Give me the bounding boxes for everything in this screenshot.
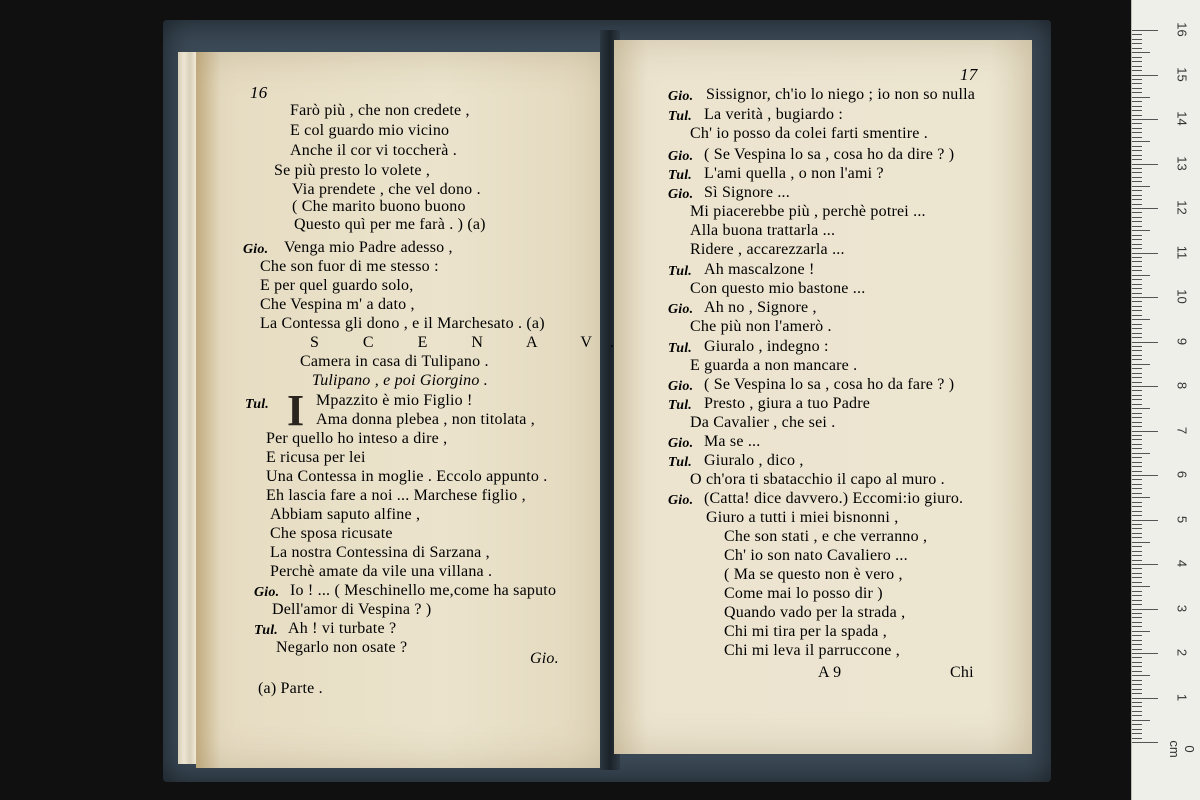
speaker-label: Gio. xyxy=(668,89,694,104)
verse-line: E guarda a non mancare . xyxy=(690,357,858,374)
verse-line: Mpazzito è mio Figlio ! xyxy=(316,392,473,409)
ruler-tick xyxy=(1132,475,1158,476)
ruler-tick xyxy=(1132,631,1150,632)
speaker-label: Gio. xyxy=(668,302,694,317)
ruler-tick xyxy=(1132,564,1158,565)
ruler-tick xyxy=(1132,742,1158,743)
verse-line: Anche il cor vi toccherà . xyxy=(290,142,457,159)
scene-setting: Camera in casa di Tulipano . xyxy=(300,353,489,370)
ruler-tick xyxy=(1132,373,1142,374)
verse-line: Se più presto lo volete , xyxy=(274,162,431,179)
verse-line: Giuralo , indegno : xyxy=(704,338,829,355)
page-number-right: 17 xyxy=(960,65,978,84)
ruler-tick xyxy=(1132,684,1142,685)
ruler-number: 12 xyxy=(1174,200,1190,215)
ruler-tick xyxy=(1132,399,1142,400)
ruler-number: 10 xyxy=(1174,289,1190,304)
ruler-tick xyxy=(1132,626,1142,627)
verse-line: Eh lascia fare a noi ... Marchese figlio , xyxy=(266,487,526,504)
ruler-tick xyxy=(1132,324,1142,325)
ruler-tick xyxy=(1132,128,1142,129)
ruler-tick xyxy=(1132,164,1158,165)
ruler-tick xyxy=(1132,88,1142,89)
verse-line: Negarlo non osate ? xyxy=(276,639,408,656)
verse-line: Che sposa ricusate xyxy=(270,525,393,542)
ruler-tick xyxy=(1132,702,1142,703)
ruler-tick xyxy=(1132,413,1142,414)
ruler-tick xyxy=(1132,511,1142,512)
ruler-tick xyxy=(1132,693,1142,694)
verse-line: (Catta! dice davvero.) Eccomi:io giuro. xyxy=(704,490,964,507)
verse-line: Sissignor, ch'io lo niego ; io non so nulla xyxy=(706,86,976,103)
verse-line: Sì Signore ... xyxy=(704,184,790,201)
ruler-tick xyxy=(1132,653,1158,654)
ruler-tick xyxy=(1132,622,1142,623)
ruler-number: 1 xyxy=(1174,693,1190,701)
ruler-tick xyxy=(1132,288,1142,289)
speaker-label: Tul. xyxy=(668,264,693,279)
ruler-tick xyxy=(1132,528,1142,529)
ruler-number: 14 xyxy=(1174,111,1190,126)
catchword: Gio. xyxy=(530,650,559,667)
speaker-label: Gio. xyxy=(668,187,694,202)
ruler-tick xyxy=(1132,301,1142,302)
ruler-tick xyxy=(1132,355,1142,356)
ruler-tick xyxy=(1132,484,1142,485)
scene-characters: Tulipano , e poi Giorgino . xyxy=(312,372,488,389)
verse-line: La verità , bugiardo : xyxy=(704,106,844,123)
speaker-label: Gio. xyxy=(668,493,694,508)
verse-line: ( Se Vespina lo sa , cosa ho da dire ? ) xyxy=(704,146,955,163)
verse-line: Io ! ... ( Meschinello me,come ha saputo xyxy=(290,582,557,599)
ruler-tick xyxy=(1132,119,1158,120)
verse-line: Questo quì per me farà . ) (a) xyxy=(294,216,486,233)
speaker-label: Tul. xyxy=(245,397,270,412)
verse-line: Ah ! vi turbate ? xyxy=(288,620,397,637)
ruler-tick xyxy=(1132,448,1142,449)
ruler-tick xyxy=(1132,217,1142,218)
ruler-number: 9 xyxy=(1174,337,1190,345)
ruler-tick xyxy=(1132,613,1142,614)
verse-line: Che son fuor di me stesso : xyxy=(260,258,439,275)
ruler-tick xyxy=(1132,52,1150,53)
ruler-tick xyxy=(1132,306,1142,307)
verse-line: ( Se Vespina lo sa , cosa ho da fare ? ) xyxy=(704,376,955,393)
ruler-tick xyxy=(1132,172,1142,173)
verse-line: Via prendete , che vel dono . xyxy=(292,181,481,198)
speaker-label: Gio. xyxy=(243,242,269,257)
ruler-tick xyxy=(1132,577,1142,578)
verse-line: Quando vado per la strada , xyxy=(724,604,906,621)
ruler-tick xyxy=(1132,715,1142,716)
ruler-tick xyxy=(1132,315,1142,316)
speaker-label: Tul. xyxy=(254,623,279,638)
ruler-tick xyxy=(1132,328,1142,329)
verse-line: Ama donna plebea , non titolata , xyxy=(316,411,535,428)
ruler-tick xyxy=(1132,350,1142,351)
catchword: Chi xyxy=(950,664,974,681)
ruler-tick xyxy=(1132,671,1142,672)
verse-line: O ch'ora ti sbatacchio il capo al muro . xyxy=(690,471,945,488)
drop-cap: I xyxy=(287,386,305,435)
ruler-tick xyxy=(1132,110,1142,111)
verse-line: ( Ma se questo non è vero , xyxy=(724,566,903,583)
verse-line: Ah mascalzone ! xyxy=(704,261,815,278)
verse-line: Perchè amate da vile una villana . xyxy=(270,563,493,580)
ruler-tick xyxy=(1132,208,1158,209)
verse-line: ( Che marito buono buono xyxy=(292,198,466,215)
ruler-tick xyxy=(1132,395,1142,396)
ruler-tick xyxy=(1132,649,1142,650)
ruler-number: 16 xyxy=(1174,22,1190,37)
ruler-tick xyxy=(1132,57,1142,58)
verse-line: Venga mio Padre adesso , xyxy=(284,239,453,256)
ruler-tick xyxy=(1132,675,1150,676)
ruler-tick xyxy=(1132,97,1150,98)
ruler-tick xyxy=(1132,79,1142,80)
ruler-tick xyxy=(1132,293,1142,294)
ruler-tick xyxy=(1132,733,1142,734)
ruler-number: 5 xyxy=(1174,515,1190,523)
ruler-tick xyxy=(1132,617,1142,618)
ruler-tick xyxy=(1132,195,1142,196)
ruler-tick xyxy=(1132,390,1142,391)
ruler-tick xyxy=(1132,43,1142,44)
ruler-tick xyxy=(1132,150,1142,151)
verse-line: La Contessa gli dono , e il Marchesato . (a) xyxy=(260,315,545,332)
ruler-tick xyxy=(1132,497,1150,498)
speaker-label: Gio. xyxy=(668,149,694,164)
signature-mark: A 9 xyxy=(818,664,842,681)
ruler-tick xyxy=(1132,546,1142,547)
ruler-tick xyxy=(1132,595,1142,596)
ruler-tick xyxy=(1132,275,1150,276)
page-number-left: 16 xyxy=(250,83,268,102)
verse-line: Con questo mio bastone ... xyxy=(690,280,866,297)
ruler-tick xyxy=(1132,439,1142,440)
ruler-number: 6 xyxy=(1174,470,1190,479)
ruler-tick xyxy=(1132,417,1142,418)
ruler-tick xyxy=(1132,462,1142,463)
ruler-tick xyxy=(1132,235,1142,236)
verse-line: Che più non l'amerò . xyxy=(690,318,832,335)
ruler-tick xyxy=(1132,190,1142,191)
ruler-tick xyxy=(1132,600,1142,601)
ruler-tick xyxy=(1132,666,1142,667)
ruler-tick xyxy=(1132,493,1142,494)
ruler-tick xyxy=(1132,724,1142,725)
verse-line: Ma se ... xyxy=(704,433,761,450)
ruler-tick xyxy=(1132,186,1150,187)
ruler-number: 0 cm xyxy=(1167,740,1197,758)
ruler-tick xyxy=(1132,542,1150,543)
verse-line: Chi mi leva il parruccone , xyxy=(724,642,901,659)
ruler-tick xyxy=(1132,177,1142,178)
ruler-tick xyxy=(1132,248,1142,249)
ruler-tick xyxy=(1132,457,1142,458)
ruler-tick xyxy=(1132,146,1142,147)
ruler-tick xyxy=(1132,520,1158,521)
ruler-tick xyxy=(1132,342,1158,343)
ruler-number: 8 xyxy=(1174,381,1190,390)
verse-line: Mi piacerebbe più , perchè potrei ... xyxy=(690,203,926,220)
ruler-tick xyxy=(1132,635,1142,636)
ruler-tick xyxy=(1132,506,1142,507)
measurement-ruler xyxy=(1131,0,1200,800)
ruler-tick xyxy=(1132,364,1150,365)
scene-heading: S C E N A V. xyxy=(310,334,634,351)
verse-line: Da Cavalier , che sei . xyxy=(690,414,836,431)
ruler-tick xyxy=(1132,333,1142,334)
speaker-label: Tul. xyxy=(668,109,693,124)
ruler-tick xyxy=(1132,466,1142,467)
ruler-tick xyxy=(1132,48,1142,49)
ruler-tick xyxy=(1132,582,1142,583)
ruler-number: 3 xyxy=(1174,604,1190,612)
speaker-label: Tul. xyxy=(668,168,693,183)
ruler-tick xyxy=(1132,337,1142,338)
verse-line: Ridere , accarezzarla ... xyxy=(690,241,845,258)
verse-line: L'ami quella , o non l'ami ? xyxy=(704,165,884,182)
ruler-tick xyxy=(1132,261,1142,262)
ruler-tick xyxy=(1132,199,1142,200)
ruler-tick xyxy=(1132,502,1142,503)
ruler-tick xyxy=(1132,471,1142,472)
ruler-tick xyxy=(1132,706,1142,707)
ruler-tick xyxy=(1132,266,1142,267)
ruler-tick xyxy=(1132,426,1142,427)
verse-line: Che Vespina m' a dato , xyxy=(260,296,415,313)
speaker-label: Tul. xyxy=(668,398,693,413)
ruler-tick xyxy=(1132,689,1142,690)
ruler-tick xyxy=(1132,431,1158,432)
verse-line: Una Contessa in moglie . Eccolo appunto . xyxy=(266,468,548,485)
ruler-tick xyxy=(1132,640,1142,641)
ruler-tick xyxy=(1132,75,1158,76)
speaker-label: Tul. xyxy=(668,341,693,356)
verse-line: E ricusa per lei xyxy=(266,449,366,466)
ruler-tick xyxy=(1132,244,1142,245)
ruler-tick xyxy=(1132,537,1142,538)
ruler-tick xyxy=(1132,382,1142,383)
ruler-tick xyxy=(1132,239,1142,240)
ruler-tick xyxy=(1132,221,1142,222)
ruler-tick xyxy=(1132,422,1142,423)
ruler-tick xyxy=(1132,39,1142,40)
ruler-tick xyxy=(1132,204,1142,205)
ruler-tick xyxy=(1132,368,1142,369)
ruler-tick xyxy=(1132,212,1142,213)
ruler-tick xyxy=(1132,297,1158,298)
ruler-tick xyxy=(1132,106,1142,107)
ruler-tick xyxy=(1132,132,1142,133)
ruler-tick xyxy=(1132,257,1142,258)
ruler-tick xyxy=(1132,123,1142,124)
ruler-tick xyxy=(1132,560,1142,561)
ruler-tick xyxy=(1132,115,1142,116)
ruler-tick xyxy=(1132,586,1150,587)
speaker-label: Gio. xyxy=(668,379,694,394)
ruler-tick xyxy=(1132,408,1150,409)
ruler-tick xyxy=(1132,720,1150,721)
verse-line: Chi mi tira per la spada , xyxy=(724,623,887,640)
ruler-tick xyxy=(1132,604,1142,605)
ruler-tick xyxy=(1132,515,1142,516)
ruler-tick xyxy=(1132,270,1142,271)
ruler-number: 13 xyxy=(1174,155,1190,171)
speaker-label: Gio. xyxy=(668,436,694,451)
ruler-tick xyxy=(1132,346,1142,347)
ruler-tick xyxy=(1132,30,1158,31)
verse-line: Dell'amor di Vespina ? ) xyxy=(272,601,432,618)
verse-line: Ah no , Signore , xyxy=(704,299,817,316)
ruler-tick xyxy=(1132,453,1150,454)
ruler-tick xyxy=(1132,680,1142,681)
ruler-tick xyxy=(1132,230,1150,231)
ruler-tick xyxy=(1132,168,1142,169)
verse-line: Come mai lo posso dir ) xyxy=(724,585,883,602)
ruler-tick xyxy=(1132,101,1142,102)
ruler-tick xyxy=(1132,662,1142,663)
ruler-tick xyxy=(1132,698,1158,699)
ruler-tick xyxy=(1132,181,1142,182)
verse-line: Presto , giura a tuo Padre xyxy=(704,395,871,412)
ruler-tick xyxy=(1132,729,1142,730)
footnote: (a) Parte . xyxy=(258,680,323,697)
verse-line: Per quello ho inteso a dire , xyxy=(266,430,448,447)
ruler-tick xyxy=(1132,657,1142,658)
verse-line: Alla buona trattarla ... xyxy=(690,222,836,239)
ruler-tick xyxy=(1132,435,1142,436)
ruler-tick xyxy=(1132,609,1158,610)
ruler-tick xyxy=(1132,70,1142,71)
ruler-tick xyxy=(1132,377,1142,378)
ruler-tick xyxy=(1132,573,1142,574)
ruler-tick xyxy=(1132,226,1142,227)
ruler-tick xyxy=(1132,479,1142,480)
ruler-tick xyxy=(1132,738,1142,739)
ruler-tick xyxy=(1132,591,1142,592)
verse-line: E per quel guardo solo, xyxy=(260,277,414,294)
ruler-tick xyxy=(1132,310,1142,311)
ruler-number: 11 xyxy=(1174,245,1190,259)
ruler-tick xyxy=(1132,533,1142,534)
ruler-tick xyxy=(1132,83,1142,84)
ruler-tick xyxy=(1132,711,1142,712)
speaker-label: Gio. xyxy=(254,585,280,600)
ruler-number: 15 xyxy=(1174,66,1190,82)
ruler-tick xyxy=(1132,555,1142,556)
verse-line: La nostra Contessina di Sarzana , xyxy=(270,544,490,561)
verse-line: Ch' io son nato Cavaliero ... xyxy=(724,547,908,564)
ruler-number: 2 xyxy=(1174,648,1190,657)
verse-line: Che son stati , e che verranno , xyxy=(724,528,928,545)
verse-line: Giuro a tutti i miei bisnonni , xyxy=(706,509,899,526)
ruler-tick xyxy=(1132,444,1142,445)
ruler-tick xyxy=(1132,524,1142,525)
ruler-tick xyxy=(1132,155,1142,156)
verse-line: E col guardo mio vicino xyxy=(290,122,450,139)
ruler-tick xyxy=(1132,488,1142,489)
ruler-tick xyxy=(1132,359,1142,360)
verse-line: Ch' io posso da colei farti smentire . xyxy=(690,125,928,142)
verse-line: Giuralo , dico , xyxy=(704,452,804,469)
ruler-tick xyxy=(1132,61,1142,62)
ruler-tick xyxy=(1132,34,1142,35)
ruler-tick xyxy=(1132,159,1142,160)
ruler-tick xyxy=(1132,551,1142,552)
ruler-number: 4 xyxy=(1174,559,1190,568)
ruler-tick xyxy=(1132,66,1142,67)
ruler-tick xyxy=(1132,568,1142,569)
verse-line: Abbiam saputo alfine , xyxy=(270,506,421,523)
ruler-number: 7 xyxy=(1174,426,1190,434)
ruler-tick xyxy=(1132,279,1142,280)
ruler-tick xyxy=(1132,386,1158,387)
verse-line: Farò più , che non credete , xyxy=(290,102,470,119)
ruler-tick xyxy=(1132,253,1158,254)
ruler-tick xyxy=(1132,284,1142,285)
ruler-tick xyxy=(1132,644,1142,645)
ruler-tick xyxy=(1132,319,1150,320)
ruler-tick xyxy=(1132,92,1142,93)
ruler-tick xyxy=(1132,141,1150,142)
ruler-tick xyxy=(1132,404,1142,405)
speaker-label: Tul. xyxy=(668,455,693,470)
ruler-tick xyxy=(1132,137,1142,138)
